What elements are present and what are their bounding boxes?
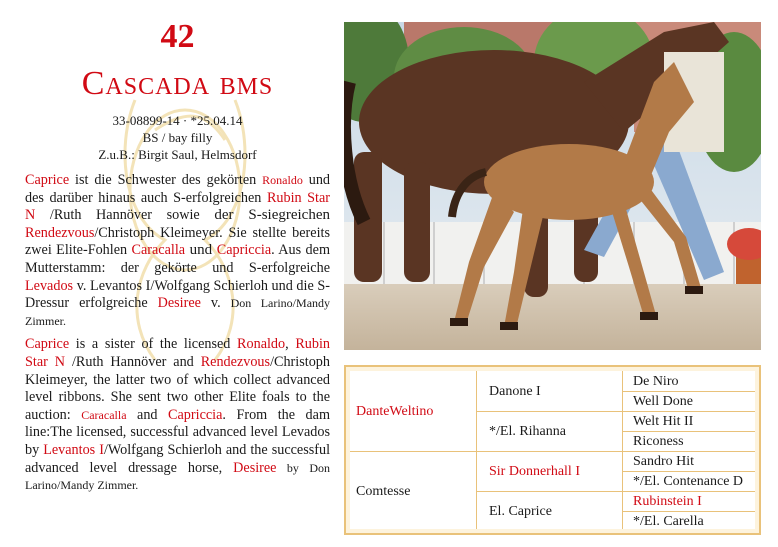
pedigree-table — [344, 365, 761, 535]
pedigree-sire-dam: */El. Rihanna — [489, 424, 566, 439]
name-desiree-en: Desiree — [233, 459, 277, 476]
name-caracalla-en: Caracalla — [81, 407, 127, 422]
pedigree-dsd: */El. Contenance D — [633, 474, 744, 489]
name-capriccia-en: Capriccia — [168, 406, 223, 423]
pedigree-dss: Sandro Hit — [633, 454, 695, 469]
name-ronaldo: Ronaldo — [262, 173, 303, 187]
pedigree-sire-sire: Danone I — [489, 383, 541, 399]
name-desiree: Desiree — [157, 295, 201, 312]
description-english: Caprice is a sister of the licensed Ronaldo, Rubin Star N /Ruth Hannöver and Rendezvous/Christoph Kleimeyer, the latter two of which collect advanced level ribbons. She sent two other Elite foals to the auction: Caracalla and Capriccia. From the dam line:The licensed, successful advanced level Levados by Levantos I/Wolfgang Schierloh and the successful advanced level dressage horse, Desiree by Don Larino/Mandy Zimmer. — [25, 336, 331, 493]
pedigree-dam-dam: El. Caprice — [489, 504, 552, 519]
registration-info: 33-08899-14 · *25.04.14 — [112, 113, 243, 128]
breed-color: BS / bay filly — [142, 130, 213, 145]
name-caprice-en: Caprice — [25, 336, 70, 353]
name-capriccia: Capriccia — [216, 242, 272, 259]
description-column — [25, 14, 330, 495]
pedigree-ddd: */El. Carella — [633, 514, 704, 529]
lot-number: 42 — [160, 18, 195, 55]
pedigree-sss: De Niro — [633, 373, 679, 389]
horse-photo — [344, 22, 761, 350]
name-ronaldo-en: Ronaldo — [237, 336, 286, 353]
description-german: Caprice ist die Schwester des gekörten Ronaldo und des darüber hinaus auch S-erfolgreichen Rubin Star N /Ruth Hannöver sowie der S-siegreichen Rendezvous/Christoph Kleimeyer. Sie stellte bereits zwei Elite-Fohlen Caracalla und Capriccia. Aus dem Mutterstamm: der gekörte und S-erfolgreiche Levados v. Levantos I/Wolfgang Schierloh und die S-Dressur erfolgreiche Desiree v. Don Larino/Mandy Zimmer. — [25, 172, 331, 328]
pedigree-sdd: Riconess — [633, 434, 684, 449]
name-rendezvous: Rendezvous — [25, 224, 95, 241]
pedigree-dds: Rubinstein I — [633, 494, 702, 509]
pedigree-sds: Welt Hit II — [633, 414, 694, 429]
horse-name: Cascada bms — [81, 65, 274, 102]
name-rubin-star: Rubin Star N — [25, 189, 331, 224]
pedigree-ssd: Well Done — [633, 394, 693, 409]
pedigree-dam: Comtesse — [356, 484, 411, 499]
pedigree-dam-sire: Sir Donnerhall I — [489, 464, 580, 479]
breeder-info: Z.u.B.: Birgit Saul, Helmsdorf — [98, 147, 257, 162]
name-levantos-en: Levantos I — [43, 441, 104, 458]
name-rubin-star-en: Rubin Star N — [25, 336, 331, 370]
pedigree-sire: DanteWeltino — [356, 403, 434, 419]
name-rendezvous-en: Rendezvous — [200, 353, 271, 370]
name-caprice: Caprice — [25, 172, 70, 188]
name-caracalla: Caracalla — [131, 242, 186, 259]
name-levados: Levados — [25, 277, 74, 294]
